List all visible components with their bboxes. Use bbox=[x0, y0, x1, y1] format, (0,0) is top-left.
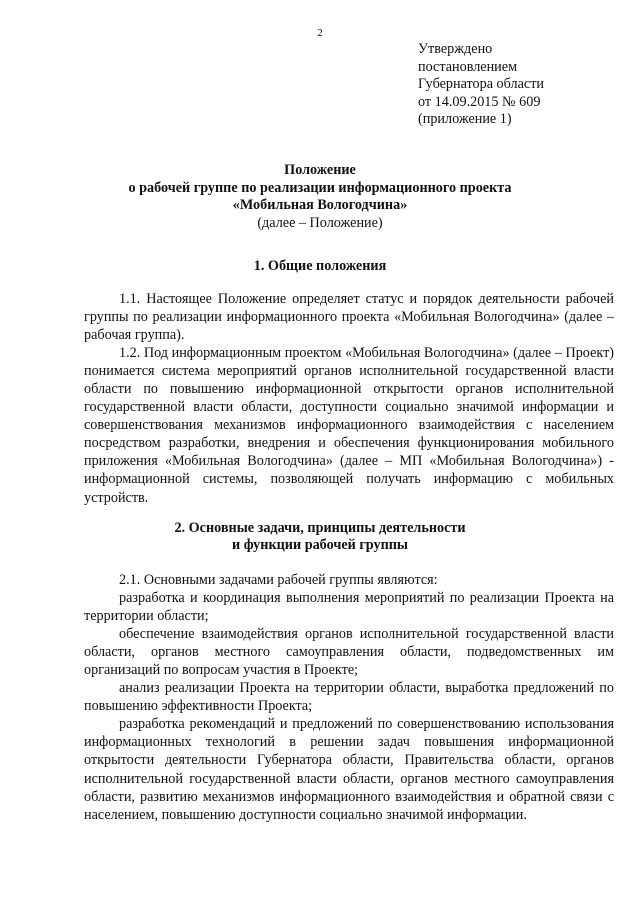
heading-line: 2. Основные задачи, принципы деятельности bbox=[174, 520, 466, 536]
heading-line: и функции рабочей группы bbox=[232, 537, 408, 554]
approval-line: Губернатора области bbox=[418, 76, 544, 93]
section-heading bbox=[0, 520, 640, 555]
approval-line: постановлением bbox=[418, 58, 518, 75]
section-heading: 1. Общие положения bbox=[253, 258, 387, 274]
title-line: «Мобильная Вологодчина» bbox=[232, 197, 408, 213]
paragraph: 1.2. Под информационным проектом «Мобильная Вологодчина» (далее – Проект) понимается система мероприятий органов исполнительной государственной власти области по повышению информационной открытости органов исполнительной государственной власти области, доступности социально значимой информации и совершенствования механизмов информационного взаимодействия с населением посредством разработки, внедрения и обеспечения функционирования мобильного приложения «Мобильная Вологодчина» (далее – МП «Мобильная Вологодчина») - информационной системы, позволяющей получать информацию с мобильных устройств. bbox=[84, 345, 614, 506]
title-subline: (далее – Положение) bbox=[257, 214, 383, 231]
title-line: о рабочей группе по реализации информационного проекта bbox=[128, 179, 512, 196]
title-line: Положение bbox=[284, 162, 356, 178]
paragraph: 1.1. Настоящее Положение определяет статус и порядок деятельности рабочей группы по реализации информационного проекта «Мобильная Вологодчина» (далее – рабочая группа). bbox=[84, 291, 614, 344]
section-body bbox=[84, 571, 614, 824]
paragraph: анализ реализации Проекта на территории области, выработка предложений по повышению эффективности Проекта; bbox=[84, 680, 614, 715]
paragraph: разработка рекомендаций и предложений по совершенствованию использования информационных технологий в решении задач повышения информационной открытости деятельности Губернатора области, Правительства области, органов исполнительной государственной власти области, органов местного самоуправления области, развитию механизмов информационного взаимодействия и обратной связи с населением, повышению доступности социально значимой информации. bbox=[84, 716, 614, 823]
section-body bbox=[84, 290, 614, 507]
approval-line: от 14.09.2015 № 609 bbox=[418, 93, 541, 110]
approval-stamp bbox=[418, 41, 633, 129]
document-title bbox=[0, 162, 640, 232]
paragraph: обеспечение взаимодействия органов исполнительной государственной власти области, органов местного самоуправления области, подведомственных им организаций по вопросам участия в Проекте; bbox=[84, 626, 614, 679]
page-number: 2 bbox=[317, 27, 323, 39]
paragraph: разработка и координация выполнения мероприятий по реализации Проекта на территории области; bbox=[84, 590, 614, 625]
paragraph: 2.1. Основными задачами рабочей группы являются: bbox=[119, 572, 438, 588]
approval-line: Утверждено bbox=[418, 41, 493, 57]
approval-line: (приложение 1) bbox=[418, 111, 512, 128]
